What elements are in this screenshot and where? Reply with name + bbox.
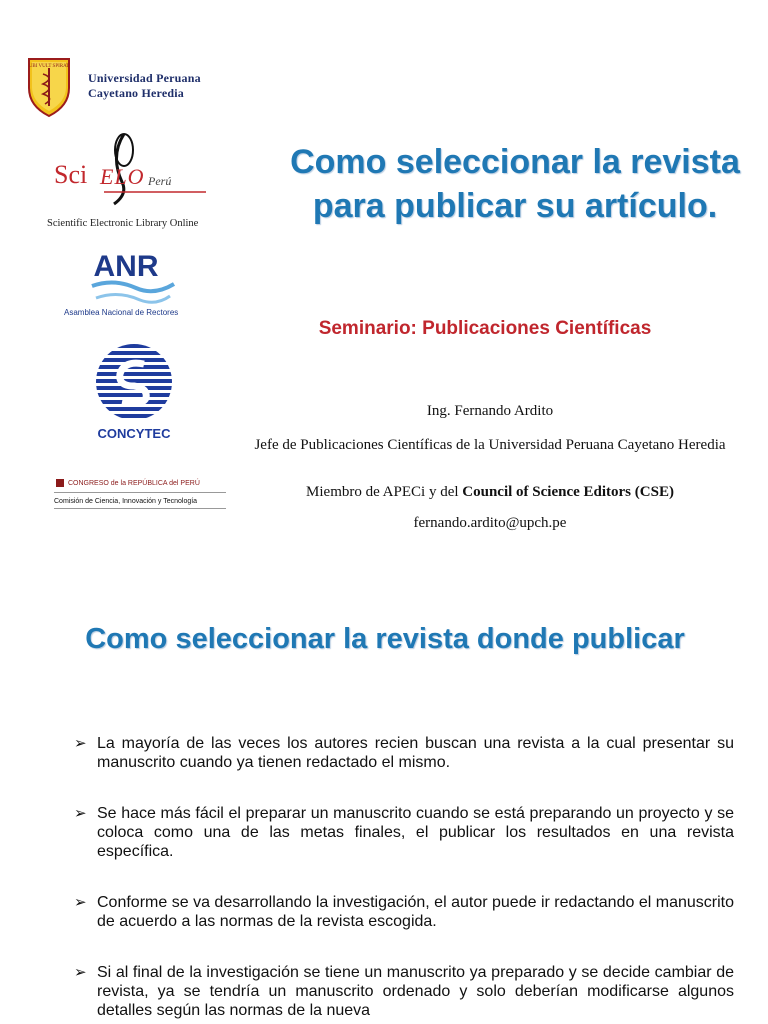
- membership-abbr: (CSE): [631, 484, 674, 500]
- scielo-logo: [44, 126, 234, 234]
- congreso-commission: Comisión de Ciencia, Innovación y Tecnología: [54, 498, 226, 509]
- scielo-peru: Perú: [148, 174, 172, 188]
- arrow-bullet-icon: ➢: [74, 964, 87, 981]
- anr-logo: [60, 246, 200, 322]
- upch-shield-icon: [26, 56, 72, 118]
- svg-text:ANR: ANR: [93, 250, 159, 283]
- upch-logo: [26, 56, 226, 118]
- list-item: [74, 734, 734, 772]
- upch-name-line1: Universidad Peruana: [88, 71, 201, 85]
- congreso-logo: [54, 476, 226, 512]
- list-item: [74, 804, 734, 861]
- slide2-title: Como seleccionar la revista donde publicar: [85, 623, 685, 655]
- concytec-name: CONCYTEC: [97, 426, 171, 441]
- concytec-mark-icon: [86, 342, 182, 424]
- bullet-text: Conforme se va desarrollando la investigación, el autor puede ir redactando el manuscrito de acuerdo a las normas de la revista escogida.: [97, 894, 734, 930]
- congreso-name: CONGRESO de la REPÚBLICA del PERÚ: [68, 480, 200, 487]
- concytec-logo: [86, 342, 182, 444]
- scielo-elo: ELO: [100, 164, 145, 189]
- arrow-bullet-icon: ➢: [74, 894, 87, 911]
- bullet-text: Si al final de la investigación se tiene un manuscrito ya preparado y se decide cambiar de revista, ya se tendría un manuscrito ordenado y solo deberían modificarse algunos detalles según las normas de la nueva: [97, 964, 734, 1019]
- list-item: [74, 963, 734, 1020]
- upch-name: [88, 71, 201, 101]
- slide1-title: Como seleccionar la revista para publicar su artículo.: [290, 143, 740, 225]
- upch-name-line2: Cayetano Heredia: [88, 86, 184, 100]
- arrow-bullet-icon: ➢: [74, 735, 87, 752]
- scielo-sci: Sci: [54, 160, 88, 189]
- congreso-shield-icon: [56, 479, 64, 487]
- author-email: fernando.ardito@upch.pe: [413, 515, 567, 531]
- congreso-header: [54, 476, 226, 493]
- author-name: Ing. Fernando Ardito: [426, 403, 554, 419]
- anr-subtitle: Asamblea Nacional de Rectores: [64, 308, 179, 317]
- slide1-subtitle: Seminario: Publicaciones Científicas: [318, 318, 652, 339]
- slide-content: [0, 588, 768, 1024]
- membership-org: Council of Science Editors: [462, 484, 632, 500]
- scielo-subtitle: Scientific Electronic Library Online: [47, 218, 199, 229]
- bullet-text: La mayoría de las veces los autores recien buscan una revista a la cual presentar su manuscrito cuando ya tienen redactado el mismo.: [97, 735, 734, 771]
- anr-mark-icon: [70, 246, 190, 308]
- bullet-text: Se hace más fácil el preparar un manuscrito cuando se está preparando un proyecto y se coloca como una de las metas finales, el publicar los resultados en una revista específica.: [97, 805, 734, 860]
- list-item: [74, 893, 734, 931]
- membership-prefix: Miembro de APECi y del: [306, 484, 463, 500]
- author-role: Jefe de Publicaciones Científicas de la Universidad Peruana Cayetano Heredia: [254, 437, 726, 453]
- bullet-list: [74, 734, 734, 1024]
- author-membership: [240, 485, 740, 500]
- svg-text:UBI VULT SPIRAT: UBI VULT SPIRAT: [28, 64, 70, 69]
- arrow-bullet-icon: ➢: [74, 805, 87, 822]
